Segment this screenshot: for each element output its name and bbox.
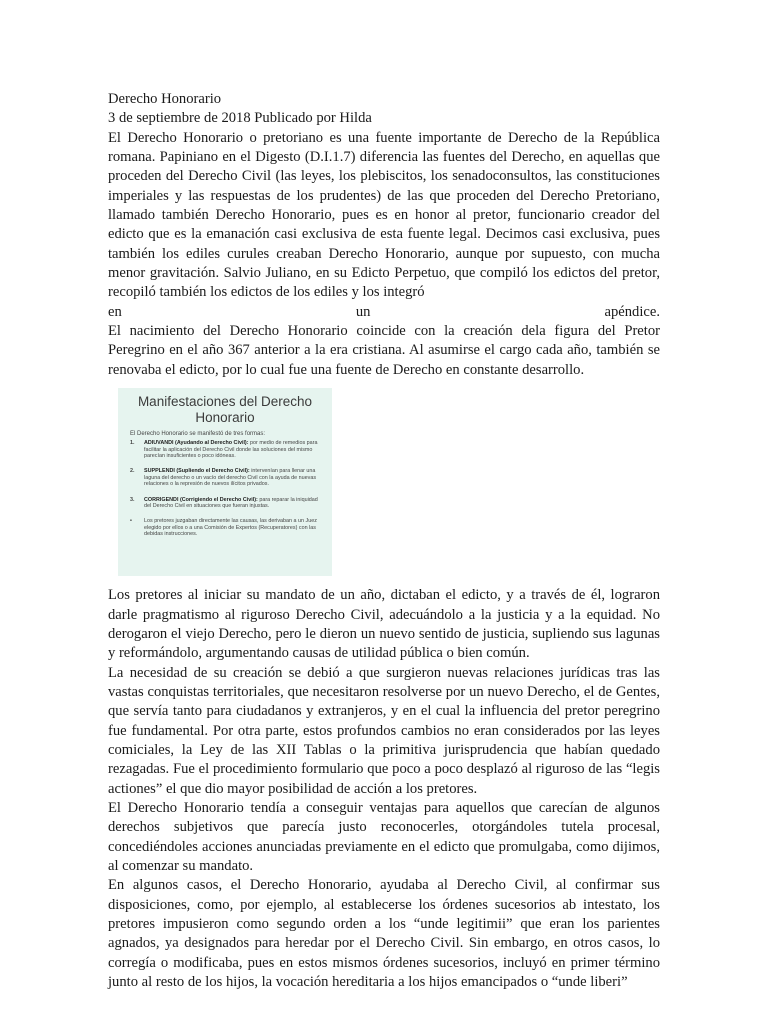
figure-item-text: intervenían para llenar una laguna del derecho o un vacío del derecho Civil con la ayuda de nuevas relaciones o la represión de nuevos ilícitos privados. (144, 468, 317, 488)
figure-item (130, 518, 324, 537)
figure-intro: El Derecho Honorario se manifestó de tres formas: (130, 431, 266, 438)
figure-item (130, 468, 324, 487)
paragraph-3: Los pretores al iniciar su mandato de un año, dictaban el edicto, y a través de él, lograron darle pragmatismo al riguroso Derecho Civil, adecuándolo a la justicia y a la equidad. No derogaron el viejo Derecho, pero le dieron un nuevo sentido de justicia, supliendo sus lagunas y reformándolo, argumentando causas de utilidad pública o bien común. (108, 587, 660, 662)
split-word-3: apéndice. (604, 303, 660, 320)
document-page (108, 90, 660, 992)
split-word-1: en (108, 303, 122, 320)
paragraph-6: En algunos casos, el Derecho Honorario, ayudaba al Derecho Civil, al confirmar sus disposiciones, como, por ejemplo, al establecerse los órdenes sucesorios ab intestato, los pretores impusieron como segundo orden a los “unde legitimii” que eran los parientes agnados, ya designados para heredar por el Derecho Civil. Sin embargo, en otros casos, lo corregía o modificaba, pues en estos mismos órdenes sucesorios, incluyó en primer término junto al resto de los hijos, la vocación hereditaria a los hijos emancipados o “unde liberi” (108, 877, 660, 991)
figure-title: Manifestaciones del Derecho Honorario (137, 394, 313, 426)
figure-item-head: ADIUVANDI (Ayudando al Derecho Civil): (144, 440, 249, 447)
figure-item-number: 1. (130, 440, 135, 447)
justified-split-line (108, 303, 660, 322)
paragraph-4: La necesidad de su creación se debió a que surgieron nuevas relaciones jurídicas tras las vastas conquistas territoriales, que necesitaron resolverse por un nuevo Derecho, el de Gentes, que servía tanto para ciudadanos y extranjeros, y en el cual la influencia del pretor peregrino fue fundamental. Por otra parte, estos profundos cambios no eran considerados por las leyes comiciales, la Ley de las XII Tablas o la primitiva jurisprudencia que habían quedado rezagadas. Fue el procedimiento formulario que poco a poco desplazó al riguroso de las “legis actiones” el que dio mayor posibilidad de acción a los pretores. (108, 664, 660, 797)
split-word-2: un (355, 303, 371, 320)
paragraph-1: El Derecho Honorario o pretoriano es una fuente importante de Derecho de la República romana. Papiniano en el Digesto (D.I.1.7) diferencia las fuentes del Derecho, en aquellas que proceden del Derecho Civil (las leyes, los plebiscitos, los senadoconsultos, las constituciones imperiales y las respuestas de los prudentes) de las que proceden del Derecho Pretoriano, llamado también Derecho Honorario, pues es en honor al pretor, funcionario creador del edicto que es la emanación casi exclusiva de esta fuente legal. Decimos casi exclusiva, pues también los ediles curules creaban Derecho Honorario, aunque por supuesto, con mucha menor gravitación. Salvio Juliano, en su Edicto Perpetuo, que compiló los edictos del pretor, recopiló también los edictos de los ediles y los integró (108, 129, 660, 301)
figure-item (130, 440, 324, 459)
figure-item-text: por medio de remedios para facilitar la aplicación del Derecho Civil donde las soluciones del mismo parecían insuficientes o poco idóneas. (144, 440, 318, 459)
figure-item-number: 3. (130, 496, 135, 503)
byline: 3 de septiembre de 2018 Publicado por Hilda (108, 110, 372, 127)
figure-item-number: 2. (130, 468, 135, 475)
document-title: Derecho Honorario (108, 91, 222, 107)
figure-item (130, 497, 324, 510)
paragraph-2: El nacimiento del Derecho Honorario coincide con la creación dela figura del Pretor Peregrino en el año 367 anterior a la era cristiana. Al asumirse el cargo cada año, también se renovaba el edicto, por lo cual fue una fuente de Derecho en constante desarrollo. (108, 323, 660, 378)
figure-item-head: SUPPLENDI (Supliendo el Derecho Civil): (144, 468, 250, 475)
figure-item-text: para reparar la iniquidad del Derecho Civil en situaciones que fueran injustas. (144, 496, 318, 509)
figure-item-head: CORRIGENDI (Corrigiendo el Derecho Civil): (144, 496, 258, 503)
figure-item-text: Los pretores juzgaban directamente las causas, las derivaban a un Juez elegido por ellos o a una Comisión de Expertos (Recuperatores) con las debidas instrucciones. (144, 518, 317, 538)
figure-item-bullet: • (130, 518, 132, 525)
manifestaciones-figure (118, 388, 332, 576)
paragraph-5: El Derecho Honorario tendía a conseguir ventajas para aquellos que carecían de algunos derechos subjetivos que parecía justo reconocerles, otorgándoles tutela procesal, concediéndoles acciones anunciadas previamente en el edicto que promulgaba, como dijimos, al comenzar su mandato. (108, 799, 660, 874)
